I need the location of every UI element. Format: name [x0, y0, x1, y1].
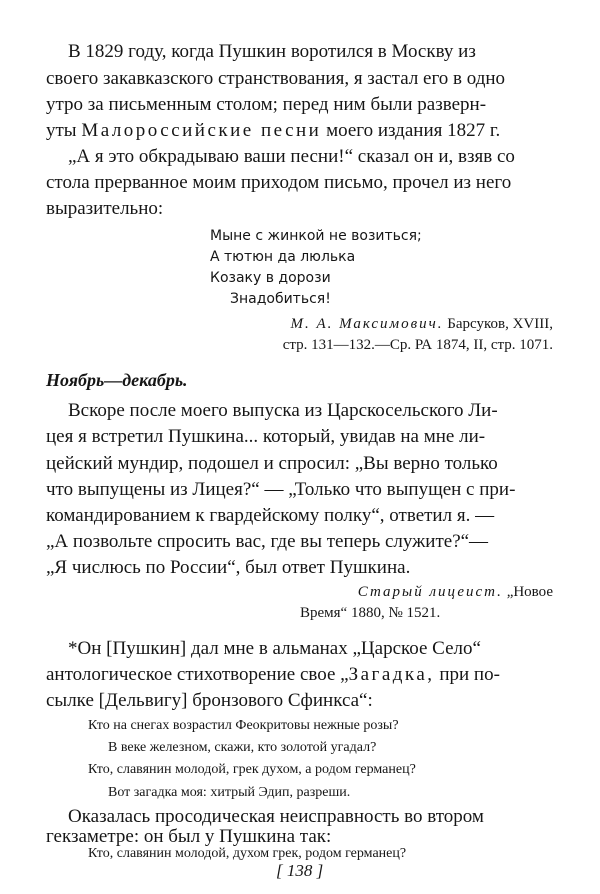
- text-run: антологическое стихотворение свое „: [46, 664, 349, 685]
- poem-line: Вот загадка моя: хитрый Эдип, разреши.: [108, 785, 351, 800]
- paragraph-line: цейский мундир, подошел и спросил: „Вы верно только: [46, 453, 498, 474]
- paragraph-line: Вскоре после моего выпуска из Царскосельского Ли-: [68, 400, 498, 421]
- poem-line: В веке железном, скажи, кто золотой угадал?: [108, 740, 377, 755]
- paragraph-line: цея я встретил Пушкина... который, увидав на мне ли-: [46, 426, 486, 447]
- paragraph-line: утро за письменным столом; перед ним были разверн-: [46, 94, 487, 115]
- citation-text: Барсуков, XVIII,: [447, 316, 553, 332]
- verse-line: А тютюн да люлька: [210, 249, 356, 265]
- text-run: уты: [46, 120, 77, 141]
- citation-text: „Новое: [506, 584, 553, 600]
- section-heading: Ноябрь—декабрь.: [46, 370, 188, 390]
- paragraph-line: выразительно:: [46, 198, 164, 219]
- paragraph-line: что выпущены из Лицея?“ — „Только что выпущен с при-: [46, 479, 516, 500]
- verse-line: Мыне с жинкой не возиться;: [210, 228, 422, 244]
- source-citation: [358, 585, 553, 600]
- verse-line: Знадобиться!: [230, 291, 331, 307]
- paragraph-line: „Я числюсь по России“, был ответ Пушкина.: [46, 557, 411, 578]
- paragraph-line: В 1829 году, когда Пушкин воротился в Москву из: [68, 41, 476, 62]
- paragraph-line: „А позвольте спросить вас, где вы теперь служите?“—: [46, 531, 489, 552]
- citation-author: М. А. Максимович.: [290, 316, 444, 332]
- verse-line: Козаку в дорози: [210, 270, 331, 286]
- paragraph-line: гекзаметре: он был у Пушкина так:: [46, 826, 332, 847]
- poem-line: Кто на снегах возрастил Феокритовы нежные розы?: [88, 718, 399, 733]
- paragraph-line: [46, 665, 500, 684]
- poem-line: Кто, славянин молодой, грек духом, а родом германец?: [88, 762, 416, 777]
- spaced-title: Малороссийские песни: [81, 120, 322, 141]
- paragraph-line: стола прерванное моим приходом письмо, прочел из него: [46, 172, 512, 193]
- paragraph-line: [46, 121, 500, 140]
- paragraph-line: Оказалась просодическая неисправность во втором: [68, 806, 484, 827]
- text-run: при по-: [439, 664, 500, 685]
- paragraph-line: командированием к гвардейскому полку“, ответил я. —: [46, 505, 495, 526]
- paragraph-line: своего закавказского странствования, я застал его в одно: [46, 68, 506, 89]
- paragraph-line: *Он [Пушкин] дал мне в альманах „Царское Село“: [68, 638, 481, 659]
- paragraph-line: сылке [Дельвигу] бронзового Сфинкса“:: [46, 690, 373, 711]
- source-citation: [290, 317, 553, 332]
- poem-line: Кто, славянин молодой, духом грек, родом германец?: [88, 846, 407, 861]
- paragraph-line: „А я это обкрадываю ваши песни!“ сказал он и, взяв со: [68, 146, 515, 167]
- source-citation: стр. 131—132.—Ср. РА 1874, II, стр. 1071.: [282, 337, 553, 353]
- page-number: [ 138 ]: [276, 861, 324, 880]
- spaced-title: Загадка,: [348, 664, 435, 685]
- source-citation: Время“ 1880, № 1521.: [300, 605, 441, 621]
- text-run: моего издания 1827 г.: [326, 120, 501, 141]
- citation-author: Старый лицеист.: [357, 584, 503, 600]
